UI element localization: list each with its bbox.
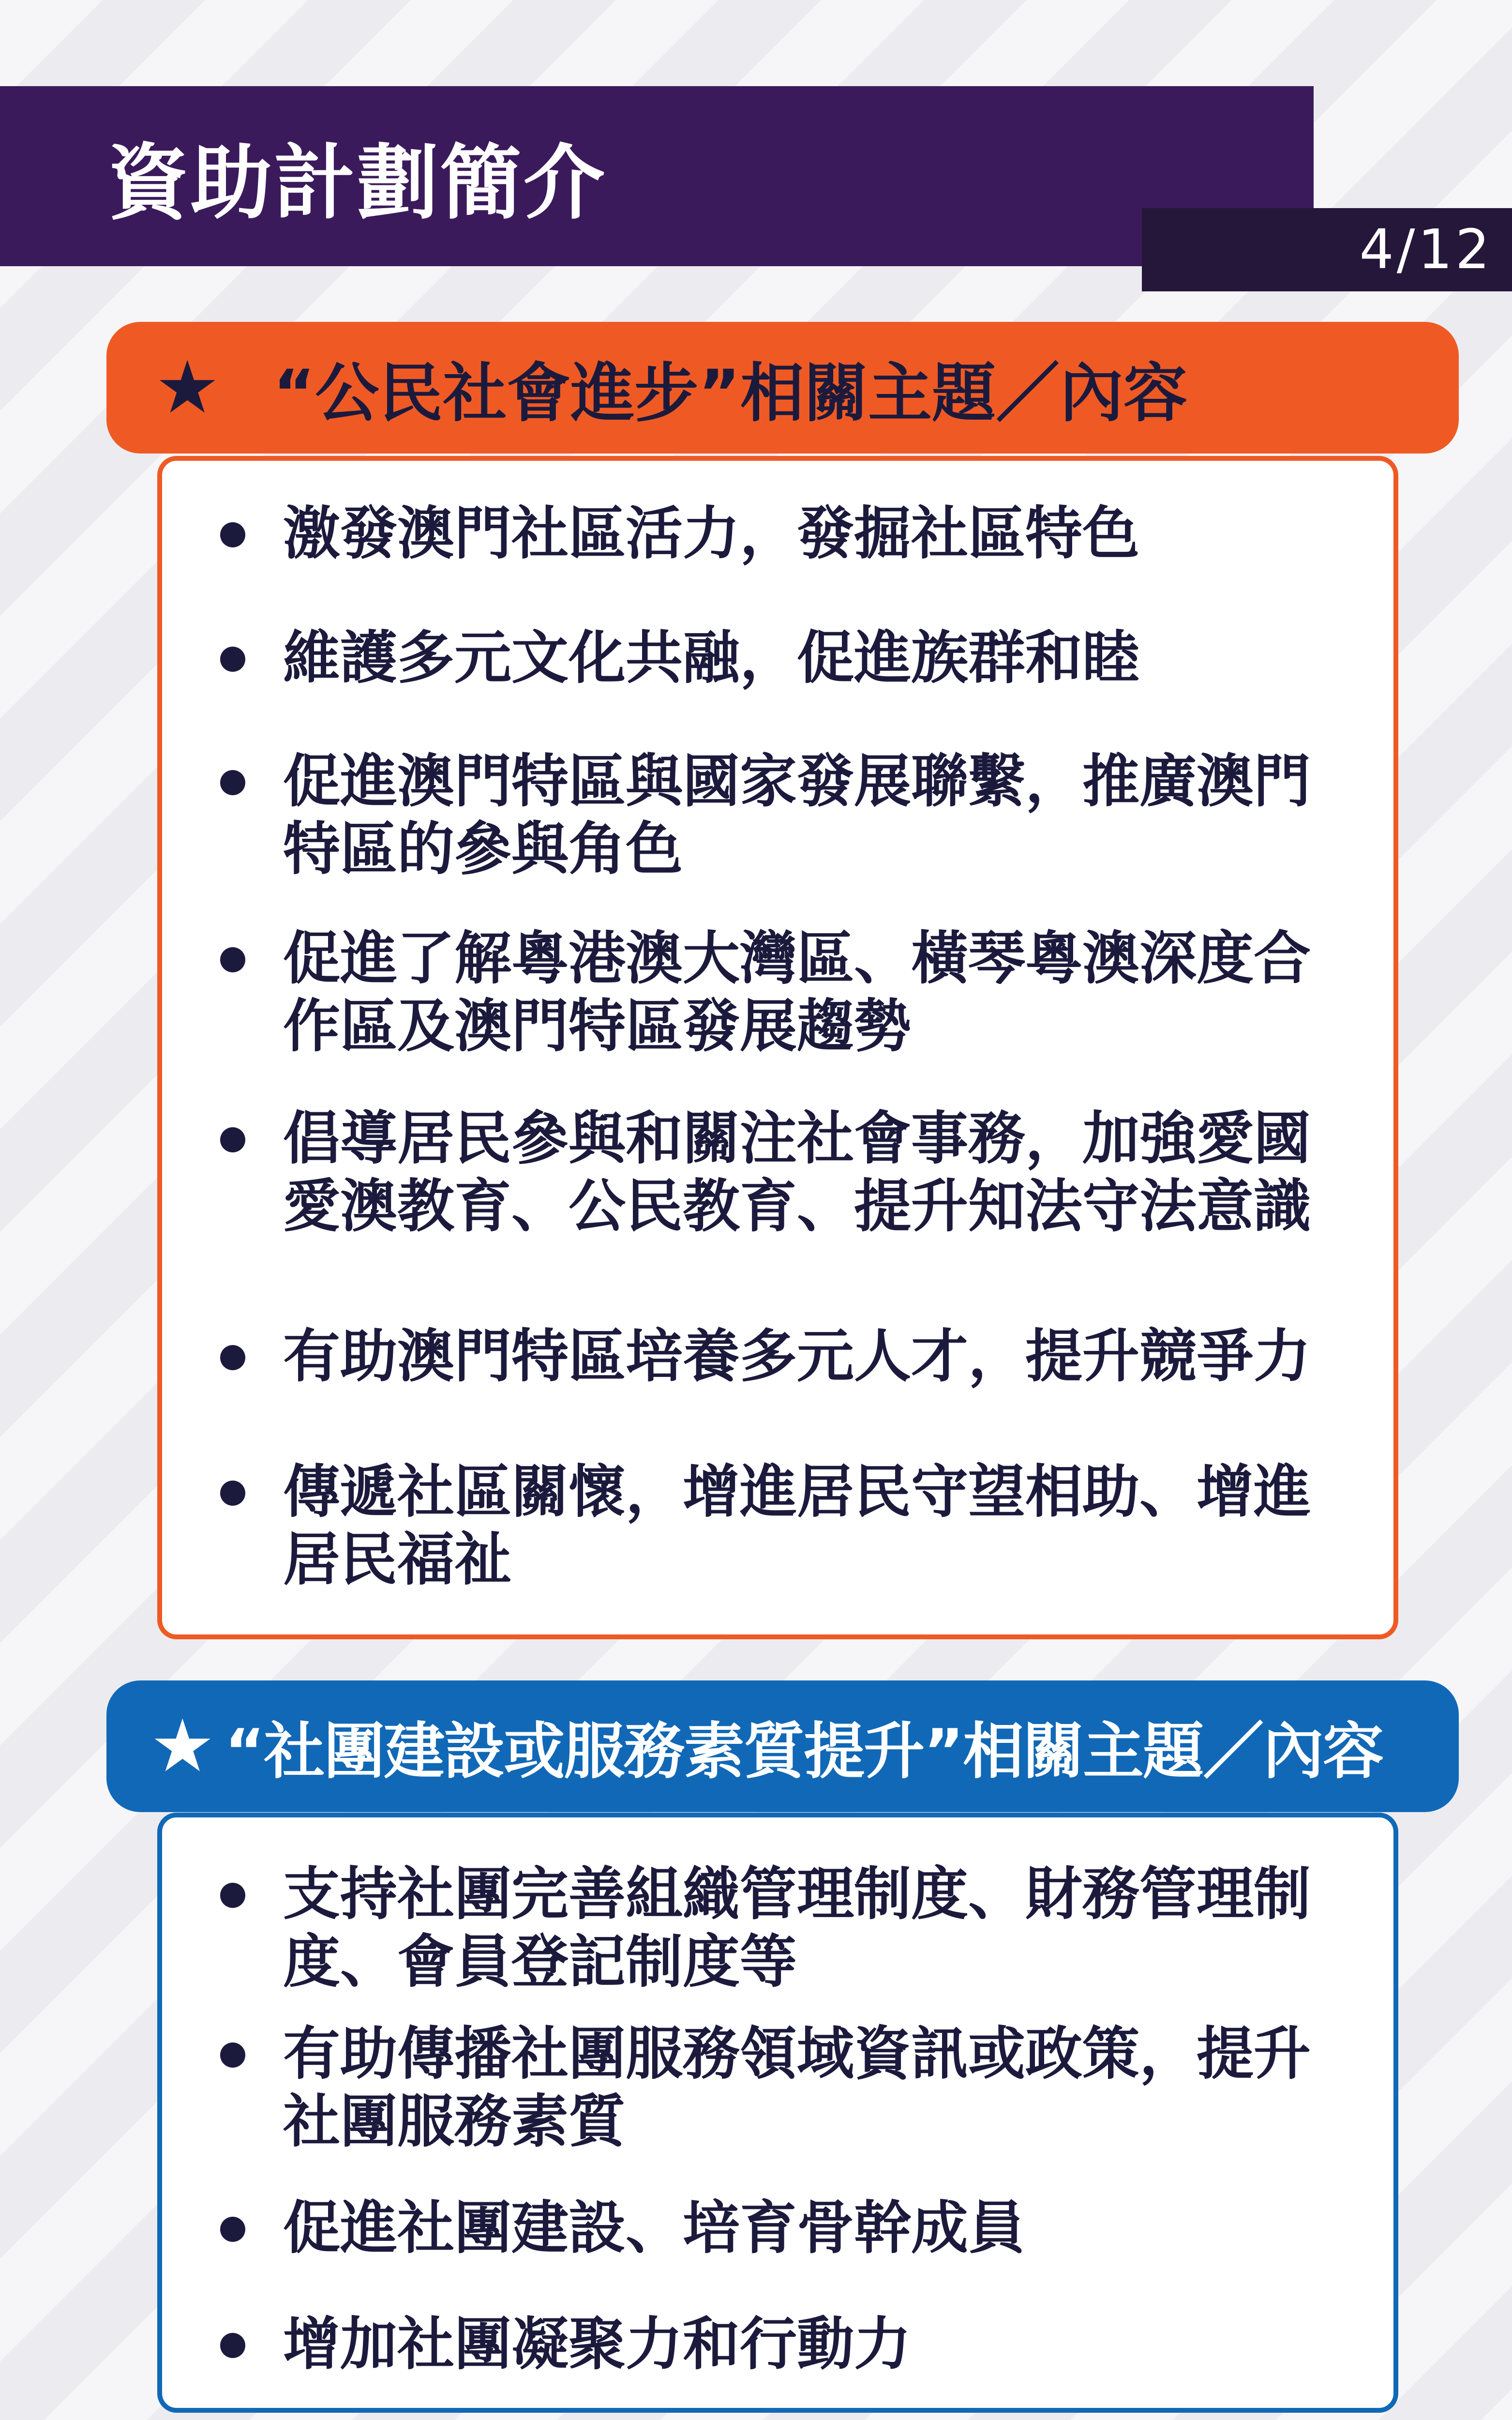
list-item bbox=[162, 747, 1393, 883]
list-item bbox=[162, 2020, 1393, 2155]
bullet-dot-icon bbox=[220, 2042, 245, 2068]
section-association-panel bbox=[157, 1813, 1398, 2413]
list-item bbox=[162, 624, 1393, 692]
list-item bbox=[162, 1322, 1393, 1390]
star-icon: ★ bbox=[150, 1704, 215, 1788]
list-item-text: 增加社團凝聚力和行動力 bbox=[283, 2311, 912, 2377]
list-item bbox=[162, 2310, 1393, 2378]
list-item-text: 促進澳門特區與國家發展聯繫，推廣澳門特區的參與角色 bbox=[283, 748, 1311, 882]
list-item-text: 激發澳門社區活力，發掘社區特色 bbox=[283, 500, 1140, 567]
section-civic-title: “公民社會進步”相關主題／內容 bbox=[273, 356, 1187, 431]
list-item bbox=[162, 499, 1393, 567]
list-item-text: 支持社團完善組織管理制度、財務管理制度、會員登記制度等 bbox=[283, 1860, 1311, 1995]
list-item-text: 有助澳門特區培養多元人才，提升競爭力 bbox=[283, 1323, 1311, 1390]
list-item-text: 倡導居民參與和關注社會事務，加強愛國愛澳教育、公民教育、提升知法守法意識 bbox=[283, 1105, 1311, 1240]
bullet-dot-icon bbox=[220, 2333, 245, 2358]
bullet-dot-icon bbox=[220, 1883, 245, 1908]
section-civic-panel bbox=[157, 456, 1398, 1639]
bullet-dot-icon bbox=[220, 2217, 245, 2242]
bullet-dot-icon bbox=[220, 1127, 245, 1152]
bullet-dot-icon bbox=[220, 522, 245, 547]
list-item-text: 促進社團建設、培育骨幹成員 bbox=[283, 2194, 1026, 2261]
bullet-dot-icon bbox=[220, 647, 245, 672]
list-item bbox=[162, 1458, 1393, 1593]
bullet-dot-icon bbox=[220, 770, 245, 795]
page-indicator bbox=[1142, 208, 1512, 291]
section-association-title: “社團建設或服務素質提升”相關主題／內容 bbox=[225, 1715, 1383, 1787]
page-title: 資助計劃簡介 bbox=[107, 135, 607, 230]
list-item bbox=[162, 1104, 1393, 1240]
bullet-dot-icon bbox=[220, 1481, 245, 1506]
list-item bbox=[162, 1860, 1393, 1996]
bullet-dot-icon bbox=[220, 1345, 245, 1370]
star-icon: ★ bbox=[155, 346, 220, 430]
list-item bbox=[162, 2194, 1393, 2262]
list-item-text: 維護多元文化共融，促進族群和睦 bbox=[283, 624, 1140, 691]
page-indicator-text: 4/12 bbox=[1359, 218, 1493, 281]
list-item bbox=[162, 924, 1393, 1060]
section-civic-header bbox=[106, 322, 1459, 454]
list-item-text: 有助傳播社團服務領域資訊或政策，提升社團服務素質 bbox=[283, 2020, 1311, 2155]
list-item-text: 傳遞社區關懷，增進居民守望相助、增進居民福祉 bbox=[283, 1458, 1311, 1593]
bullet-dot-icon bbox=[220, 947, 245, 972]
header-band bbox=[0, 86, 1314, 266]
section-association-header bbox=[106, 1680, 1459, 1812]
list-item-text: 促進了解粵港澳大灣區、橫琴粵澳深度合作區及澳門特區發展趨勢 bbox=[283, 925, 1311, 1059]
